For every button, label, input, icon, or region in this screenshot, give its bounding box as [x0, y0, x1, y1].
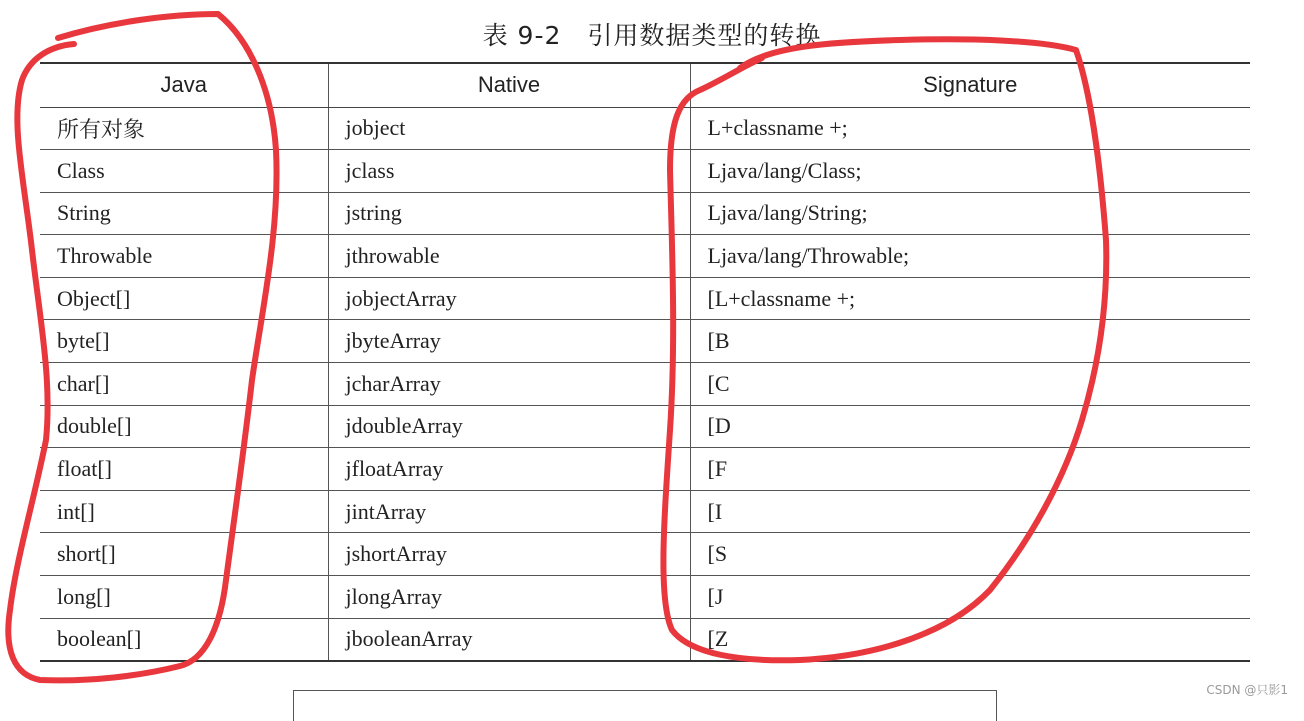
csdn-watermark: CSDN @只影1 — [1206, 683, 1288, 697]
table-row — [40, 363, 1250, 406]
cell-java: short[] — [40, 533, 328, 576]
table-row — [40, 490, 1250, 533]
header-signature: Signature — [690, 63, 1250, 107]
table-row — [40, 448, 1250, 491]
cell-java: Object[] — [40, 277, 328, 320]
cell-native: jbooleanArray — [328, 618, 690, 661]
cell-java: int[] — [40, 490, 328, 533]
cell-signature: [L+classname +; — [690, 277, 1250, 320]
cell-java: boolean[] — [40, 618, 328, 661]
header-java: Java — [40, 63, 328, 107]
cell-native: jstring — [328, 192, 690, 235]
cell-native: jclass — [328, 150, 690, 193]
cell-signature: [Z — [690, 618, 1250, 661]
cell-signature: L+classname +; — [690, 107, 1250, 150]
cell-java: Class — [40, 150, 328, 193]
cell-native: jobject — [328, 107, 690, 150]
table-row — [40, 277, 1250, 320]
type-mapping-table — [40, 62, 1250, 662]
cell-java: double[] — [40, 405, 328, 448]
cell-native: jfloatArray — [328, 448, 690, 491]
cell-signature: [D — [690, 405, 1250, 448]
cell-java: 所有对象 — [40, 107, 328, 150]
cell-native: jthrowable — [328, 235, 690, 278]
cell-native: jcharArray — [328, 363, 690, 406]
table-row — [40, 235, 1250, 278]
cell-java: long[] — [40, 576, 328, 619]
cell-native: jdoubleArray — [328, 405, 690, 448]
cell-native: jshortArray — [328, 533, 690, 576]
cell-signature: [J — [690, 576, 1250, 619]
cell-java: float[] — [40, 448, 328, 491]
table-row — [40, 320, 1250, 363]
table-header-row — [40, 63, 1250, 107]
cell-native: jobjectArray — [328, 277, 690, 320]
cell-java: char[] — [40, 363, 328, 406]
cell-java: byte[] — [40, 320, 328, 363]
cell-signature: [C — [690, 363, 1250, 406]
cell-java: String — [40, 192, 328, 235]
cell-native: jlongArray — [328, 576, 690, 619]
cell-signature: [F — [690, 448, 1250, 491]
table-row — [40, 576, 1250, 619]
table-row — [40, 107, 1250, 150]
cell-signature: [B — [690, 320, 1250, 363]
cell-signature: [S — [690, 533, 1250, 576]
cell-native: jbyteArray — [328, 320, 690, 363]
cell-signature: Ljava/lang/Throwable; — [690, 235, 1250, 278]
table-row — [40, 533, 1250, 576]
cell-signature: Ljava/lang/Class; — [690, 150, 1250, 193]
cell-signature: Ljava/lang/String; — [690, 192, 1250, 235]
cell-signature: [I — [690, 490, 1250, 533]
cell-java: Throwable — [40, 235, 328, 278]
table-row — [40, 405, 1250, 448]
cell-native: jintArray — [328, 490, 690, 533]
table-caption: 表 9-2 引用数据类型的转换 — [482, 21, 822, 50]
header-native: Native — [328, 63, 690, 107]
table-row — [40, 150, 1250, 193]
table-row — [40, 192, 1250, 235]
table-row — [40, 618, 1250, 661]
